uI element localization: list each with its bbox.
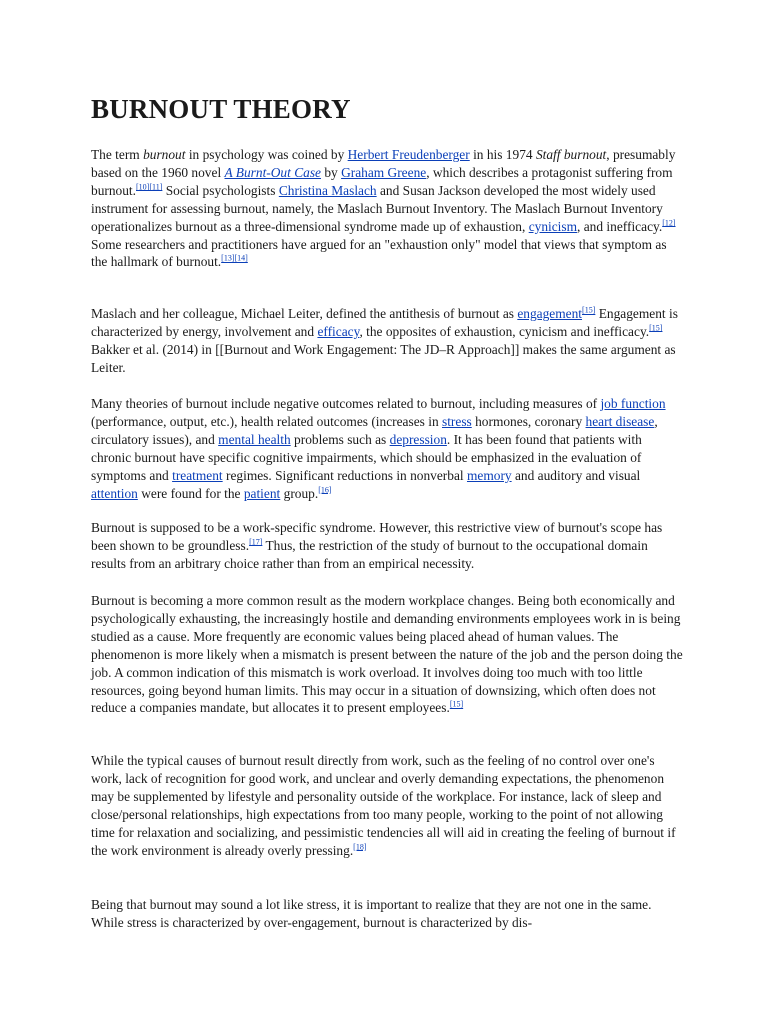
citation-15[interactable]: [15]: [649, 323, 663, 333]
text: (performance, output, etc.), health related outcomes (increases in: [91, 413, 442, 429]
link-depression[interactable]: depression: [389, 431, 447, 447]
link-patient[interactable]: patient: [243, 485, 281, 501]
text: , presumably based on the 1960 novel: [91, 147, 676, 180]
text: in psychology was coined by: [185, 147, 348, 162]
citation-17[interactable]: [17]: [249, 537, 263, 547]
text: , which describes a protagonist suffering from burnout.: [91, 164, 673, 198]
emphasis-staff-burnout: Staff burnout: [535, 147, 607, 162]
link-memory[interactable]: memory: [466, 467, 512, 483]
text: group.: [280, 485, 319, 501]
text: Burnout is supposed to be a work-specific syndrome. However, this restrictive view of burnout's scope has been shown to be groundless.: [91, 520, 663, 553]
text: , circulatory issues), and: [91, 413, 658, 447]
citation-18[interactable]: [18]: [353, 842, 367, 852]
paragraph-stress-vs-burnout: [91, 896, 683, 932]
link-stress[interactable]: stress: [441, 413, 472, 429]
text: in his 1974: [469, 147, 536, 162]
link-herbert-freudenberger[interactable]: Herbert Freudenberger: [347, 147, 470, 162]
text: Being that burnout may sound a lot like stress, it is important to realize that they are not one in the same. While stress is characterized by over-engagement, burnout is characterized by dis-: [91, 897, 652, 930]
citation-16[interactable]: [16]: [318, 485, 332, 495]
citation-10-11[interactable]: [10][11]: [136, 182, 163, 192]
text: and auditory and visual: [511, 467, 641, 483]
citation-12[interactable]: [12]: [662, 218, 676, 228]
link-efficacy[interactable]: efficacy: [317, 323, 360, 339]
link-text: A Burnt-Out Case: [224, 164, 321, 180]
text: Many theories of burnout include negative outcomes related to burnout, including measures of: [91, 396, 601, 411]
text: were found for the: [137, 485, 244, 501]
text: Burnout is becoming a more common result as the modern workplace changes. Being both economically and psychologically exhausting, the increasingly hostile and demanding environments employees work in is being studied as a cause. More frequently are economic values being placed ahead of human values. The phenomenon is more likely when a mismatch is present between the nature of the job and the person doing the job. A common indication of this mismatch is work overload. It involves doing too much with too little resources, going beyond human limits. This may occur in a situation of downsizing, which often does not reduce a companies mandate, but allocates it to present employees.: [91, 593, 683, 716]
paragraph-outcomes: [91, 395, 683, 502]
citation-13-14[interactable]: [13][14]: [221, 253, 248, 263]
text: regimes. Significant reductions in nonverbal: [222, 467, 467, 483]
text: Some researchers and practitioners have argued for an "exhaustion only" model that views that symptom as the hallmark of burnout.: [91, 236, 667, 270]
text: hormones, coronary: [471, 413, 586, 429]
paragraph-workplace: [91, 592, 683, 717]
text: Engagement is characterized by energy, involvement and: [91, 306, 678, 339]
link-job-function[interactable]: job function: [600, 396, 666, 411]
link-mental-health[interactable]: mental health: [218, 431, 291, 447]
paragraph-work-specific: [91, 519, 683, 573]
link-graham-greene[interactable]: Graham Greene: [341, 164, 427, 180]
text: , and inefficacy.: [577, 218, 663, 234]
link-attention[interactable]: attention: [91, 485, 138, 501]
text: While the typical causes of burnout result directly from work, such as the feeling of no control over one's work, lack of recognition for good work, and unclear and overly demanding expectations, the phenomenon may be supplemented by lifestyle and personality outside of the workplace. For instance, lack of sleep and close/personal relationships, high expectations from too many people, working to the point of not allowing time for relaxation and socializing, and pessimistic tendencies all will aid in creating the feeling of burnout if the work environment is already overly pressing.: [91, 753, 676, 858]
page-title: BURNOUT THEORY: [91, 94, 351, 124]
text: The term: [91, 147, 144, 162]
citation-15[interactable]: [15]: [582, 305, 596, 315]
text: problems such as: [290, 431, 390, 447]
citation-15[interactable]: [15]: [449, 699, 464, 709]
paragraph-engagement: [91, 305, 683, 377]
paragraph-causes: [91, 752, 683, 859]
text: Social psychologists: [162, 182, 279, 198]
paragraph-intro: [91, 146, 683, 271]
link-christina-maslach[interactable]: Christina Maslach: [278, 182, 377, 198]
link-a-burnt-out-case[interactable]: [225, 165, 321, 180]
text: Thus, the restriction of the study of burnout to the occupational domain results from an arbitrary choice rather than from an empirical necessity.: [91, 537, 648, 571]
link-cynicism[interactable]: cynicism: [528, 218, 578, 234]
text: Maslach and her colleague, Michael Leiter, defined the antithesis of burnout as: [91, 306, 518, 321]
text: . It has been found that patients with chronic burnout have specific cognitive impairments, which should be emphasized in the evaluation of symptoms and: [91, 431, 642, 483]
text: , the opposites of exhaustion, cynicism and inefficacy.: [359, 323, 650, 339]
emphasis-burnout: burnout: [143, 147, 186, 162]
text: and Susan Jackson developed the most widely used instrument for assessing burnout, namely, the Maslach Burnout Inventory. The Maslach Burnout Inventory operationalizes burnout as a three-dimensional syndrome made up of exhaustion,: [91, 182, 663, 234]
text: by: [320, 164, 342, 180]
link-engagement[interactable]: engagement: [517, 306, 583, 321]
link-treatment[interactable]: treatment: [172, 467, 223, 483]
text: Bakker et al. (2014) in [[Burnout and Work Engagement: The JD–R Approach]] makes the same argument as Leiter.: [91, 341, 676, 375]
link-heart-disease[interactable]: heart disease: [585, 413, 655, 429]
